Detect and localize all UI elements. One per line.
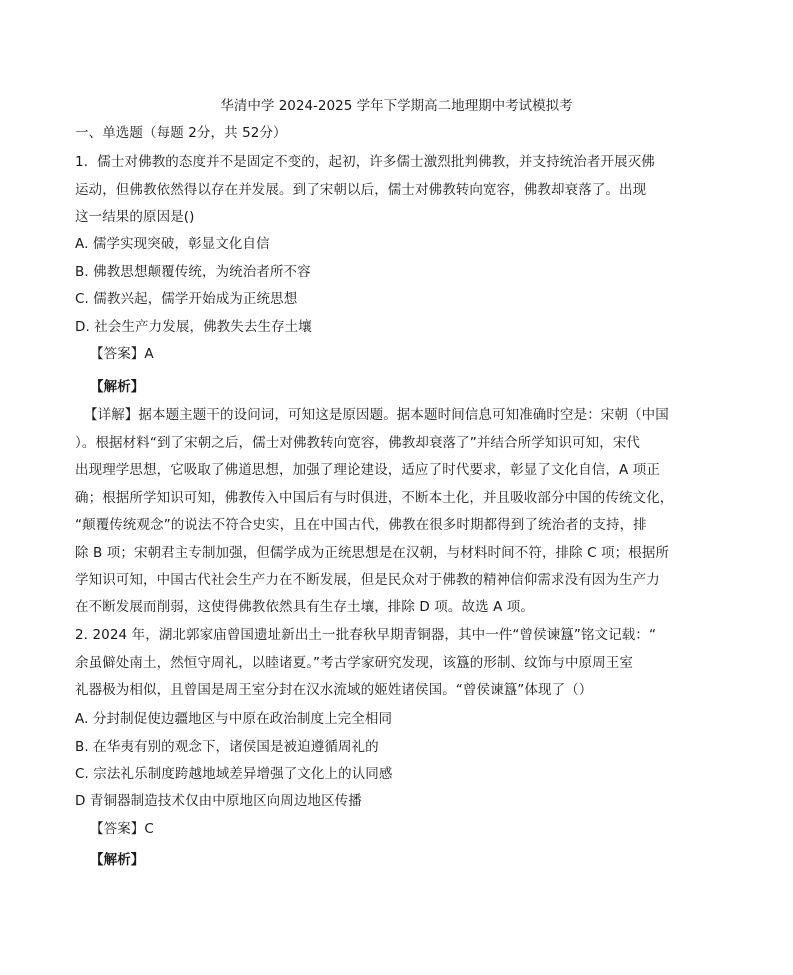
q1-detail-line: 出现理学思想，它吸取了佛道思想，加强了理论建设，适应了时代要求，彰显了文化自信，A 项正 bbox=[75, 462, 660, 478]
q1-detail-line: 除 B 项；宋朝君主专制加强，但儒学成为正统思想是在汉朝，与材料时间不符，排除 C 项；根据所 bbox=[75, 545, 670, 561]
q2-stem-line: 2. 2024 年，湖北郭家庙曾国遗址新出土一批春秋早期青铜器，其中一件“曾侯谏簋”铭文记载：“ bbox=[75, 627, 657, 643]
q2-option-d: D 青铜器制造技术仅由中原地区向周边地区传播 bbox=[75, 793, 362, 809]
q1-option-a: A. 儒学实现突破，彰显文化自信 bbox=[75, 236, 270, 252]
q2-answer: 【答案】C bbox=[90, 821, 154, 837]
q1-stem-line: 运动，但佛教依然得以存在并发展。到了宋朝以后，儒士对佛教转向宽容，佛教却衰落了。出现 bbox=[75, 182, 647, 198]
q1-detail-line: 确；根据所学知识可知，佛教传入中国后有与时俱进，不断本土化，并且吸收部分中国的传统文化， bbox=[75, 490, 674, 506]
q1-stem-line: 这一结果的原因是() bbox=[75, 209, 195, 225]
q2-option-c: C. 宗法礼乐制度跨越地域差异增强了文化上的认同感 bbox=[75, 766, 393, 782]
q1-option-d: D. 社会生产力发展，佛教失去生存土壤 bbox=[75, 319, 312, 335]
q1-detail-line: 【详解】据本题主题干的设问词，可知这是原因题。据本题时间信息可知准确时空是：宋朝（中国 bbox=[84, 407, 669, 423]
section-heading: 一、单选题（每题 2分，共 52分） bbox=[75, 125, 287, 141]
q1-analysis-heading: 【解析】 bbox=[90, 379, 145, 395]
q1-stem-line: 1．儒士对佛教的态度并不是固定不变的，起初，许多儒士激烈批判佛教，并支持统治者开展灭佛 bbox=[75, 154, 655, 170]
q2-stem-line: 余虽僻处南土，然恒守周礼，以睦诸夏。”考古学家研究发现，该簋的形制、纹饰与中原周王室 bbox=[75, 655, 633, 671]
q2-option-b: B. 在华夷有别的观念下，诸侯国是被迫遵循周礼的 bbox=[75, 739, 379, 755]
q1-option-c: C. 儒教兴起，儒学开始成为正统思想 bbox=[75, 291, 298, 307]
page-title: 华清中学 2024-2025 学年下学期高二地理期中考试模拟考 bbox=[220, 98, 573, 114]
q1-detail-line: “颠覆传统观念”的说法不符合史实，且在中国古代，佛教在很多时期都得到了统治者的支持，排 bbox=[75, 517, 647, 533]
q1-detail-line: ）。根据材料“到了宋朝之后，儒士对佛教转向宽容，佛教却衰落了”并结合所学知识可知，宋代 bbox=[75, 435, 641, 451]
q1-detail-line: 学知识可知，中国古代社会生产力在不断发展，但是民众对于佛教的精神信仰需求没有因为生产力 bbox=[75, 572, 660, 588]
q2-analysis-heading: 【解析】 bbox=[90, 852, 145, 868]
q2-stem-line: 礼器极为相似，且曾国是周王室分封在汉水流域的姬姓诸侯国。“曾侯谏簋”体现了（） bbox=[75, 682, 593, 698]
q1-answer: 【答案】A bbox=[90, 346, 154, 362]
q1-detail-line: 在不断发展而削弱，这使得佛教依然具有生存土壤，排除 D 项。故选 A 项。 bbox=[75, 599, 534, 615]
q1-option-b: B. 佛教思想颠覆传统，为统治者所不容 bbox=[75, 264, 311, 280]
q2-option-a: A. 分封制促使边疆地区与中原在政治制度上完全相同 bbox=[75, 711, 393, 727]
